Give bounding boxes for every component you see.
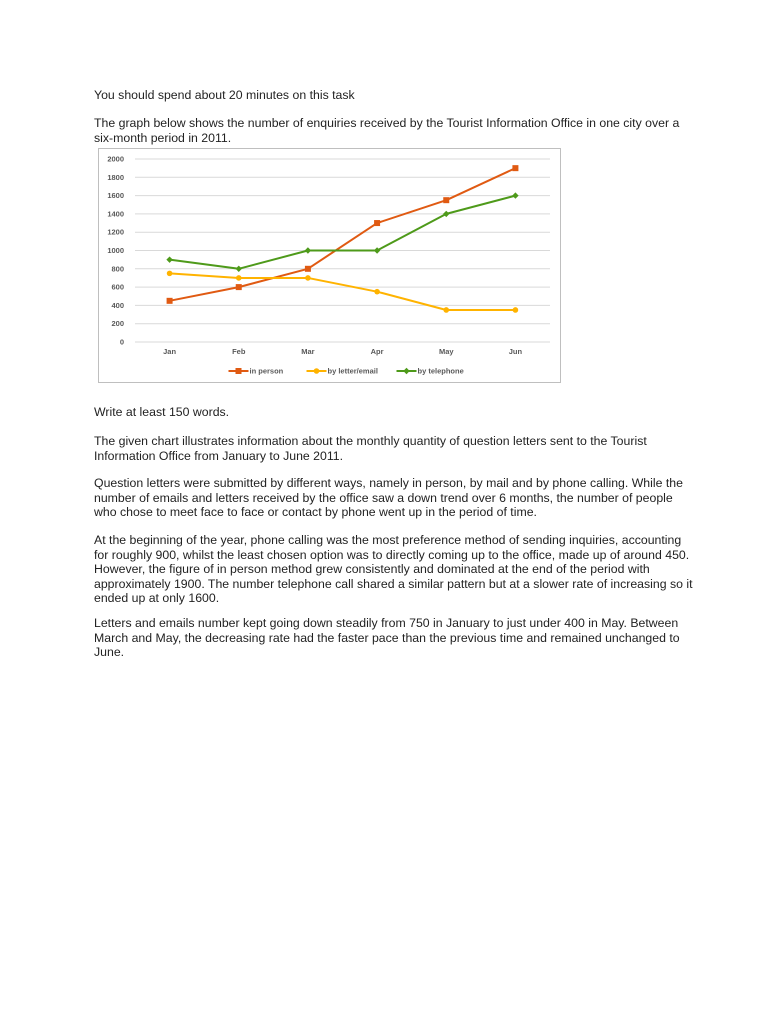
y-tick-label: 0	[119, 337, 124, 347]
legend-label: in person	[249, 366, 284, 376]
y-tick-label: 1800	[107, 172, 124, 182]
task-prompt: The graph below shows the number of enquiries received by the Tourist Information Office in one city over a six-month period in 2011.	[94, 116, 680, 145]
legend-label: by telephone	[417, 366, 464, 376]
legend-item-by-telephone	[397, 367, 464, 376]
series-line-in-person	[170, 168, 516, 301]
data-point-in-person	[512, 165, 518, 171]
data-point-by-telephone	[166, 256, 172, 262]
data-point-by-letter-email	[443, 307, 449, 313]
data-point-by-telephone	[305, 247, 311, 253]
y-tick-label: 200	[111, 319, 124, 329]
data-point-in-person	[443, 197, 449, 203]
y-tick-label: 2000	[107, 154, 124, 164]
enquiries-line-chart	[98, 148, 561, 383]
data-point-by-telephone	[512, 192, 518, 198]
essay-paragraph-1: The given chart illustrates information about the monthly quantity of question letters sent to the Tourist Information Office from January to June 2011.	[94, 434, 647, 463]
chart-series	[166, 165, 518, 313]
x-axis-ticks	[163, 347, 522, 356]
y-tick-label: 1400	[107, 209, 124, 219]
y-tick-label: 1200	[107, 227, 124, 237]
data-point-in-person	[167, 298, 173, 304]
series-in-person	[167, 165, 519, 304]
data-point-by-letter-email	[374, 289, 380, 295]
y-tick-label: 400	[111, 300, 124, 310]
task-time-note: You should spend about 20 minutes on this task	[94, 88, 355, 102]
legend-marker	[403, 368, 409, 374]
x-tick-label: Jun	[508, 347, 523, 356]
y-tick-label: 600	[111, 282, 124, 292]
x-tick-label: Jan	[163, 347, 177, 356]
data-point-by-letter-email	[167, 271, 173, 277]
data-point-by-letter-email	[305, 275, 311, 281]
y-tick-label: 1600	[107, 191, 124, 201]
data-point-by-letter-email	[236, 275, 242, 281]
data-point-in-person	[374, 220, 380, 226]
y-tick-label: 1000	[107, 246, 124, 255]
legend-label: by letter/email	[327, 366, 378, 376]
x-tick-label: Feb	[232, 347, 246, 356]
chart-svg	[99, 149, 560, 382]
word-count-instruction: Write at least 150 words.	[94, 405, 230, 419]
essay-paragraph-3: At the beginning of the year, phone calling was the most preference method of sending inquiries, accounting for roughly 900, whilst the least chosen option was to directly coming up to the office, made up of around 450. However, the figure of in person method grew consistently and dominated at the end of the period with approximately 1900. The number telephone call shared a similar pattern but at a slower rate of increasing so it ended up at only 1600.	[94, 533, 693, 605]
y-axis-ticks	[107, 155, 124, 347]
essay-paragraph-2: Question letters were submitted by different ways, namely in person, by mail and by phone calling. While the number of emails and letters received by the office saw a down trend over 6 months, the number of people who chose to meet face to face or contact by phone went up in the period of time.	[94, 476, 683, 519]
data-point-by-telephone	[236, 266, 242, 272]
data-point-in-person	[236, 284, 242, 290]
y-tick-label: 800	[111, 264, 124, 274]
legend-marker	[236, 368, 242, 374]
x-tick-label: Mar	[301, 347, 315, 356]
essay-paragraph-4: Letters and emails number kept going down steadily from 750 in January to just under 400 in May. Between March and May, the decreasing rate had the faster pace than the previous time and remained unchanged to June.	[94, 616, 680, 659]
series-line-by-letter-email	[170, 273, 516, 310]
x-tick-label: Apr	[370, 347, 384, 356]
legend-item-by-letter-email	[307, 367, 378, 376]
data-point-by-letter-email	[513, 307, 519, 313]
legend-item-in-person	[229, 367, 284, 376]
data-point-in-person	[305, 266, 311, 272]
x-tick-label: May	[438, 347, 454, 356]
chart-legend	[229, 367, 464, 376]
legend-marker	[314, 368, 320, 374]
